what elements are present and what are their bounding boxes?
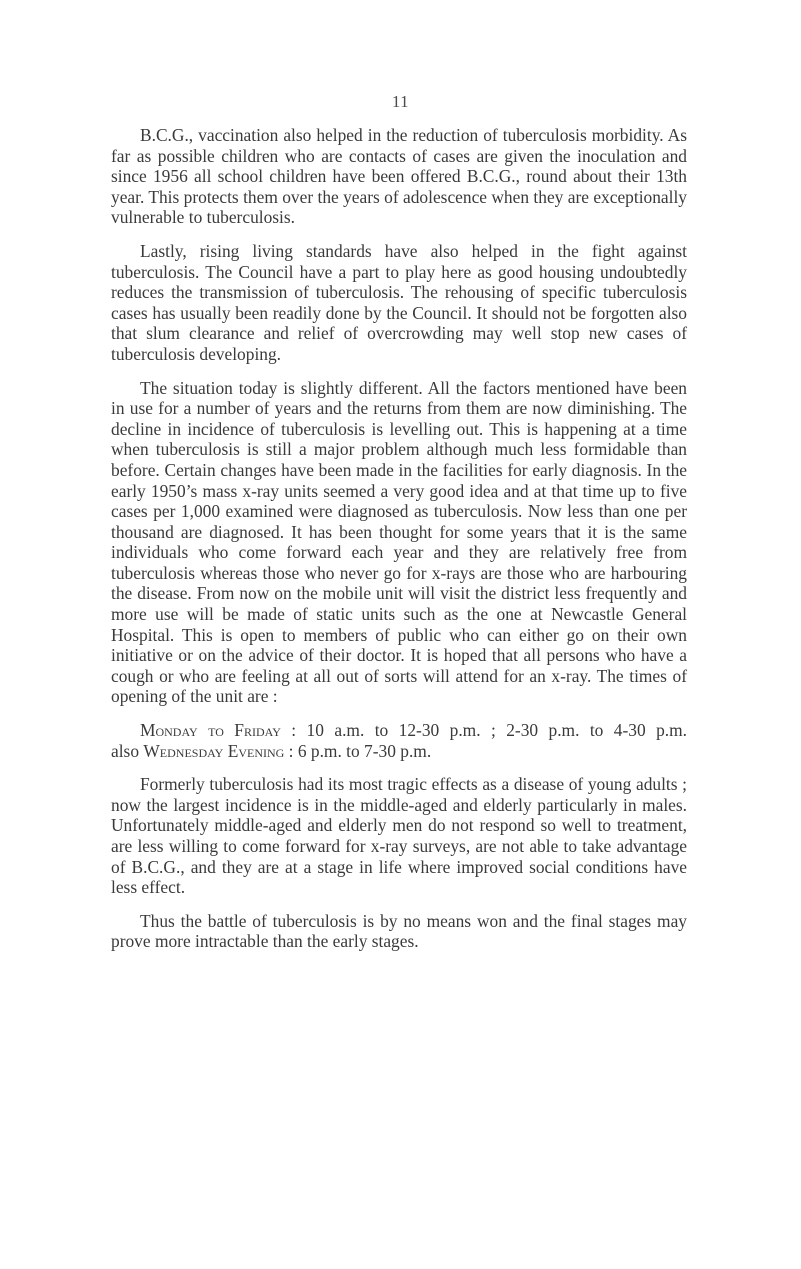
weekday-times: : 10 a.m. to 12-30 p.m. ; 2-30 p.m. to 4-30 p.m. — [291, 720, 687, 741]
evening-prefix: also — [111, 740, 140, 761]
body-text — [111, 125, 687, 965]
opening-times — [111, 720, 687, 761]
opening-times-evening — [111, 741, 687, 762]
paragraph-situation-today: The situation today is slightly different. All the factors mentioned have been in use for a number of years and the returns from them are now diminishing. The decline in incidence of tuberculosis is levelling out. This is happening at a time when tuberculosis is still a major problem although much less formidable than before. Certain changes have been made in the facilities for early diagnosis. In the early 1950’s mass x-ray units seemed a very good idea and at that time up to five cases per 1,000 examined were diagnosed as tuberculosis. Now less than one per thousand are diagnosed. It has been thought for some years that it is the same individuals who come forward each year and they are relatively free from tuberculosis whereas those who never go for x-rays are those who are harbouring the disease. From now on the mobile unit will visit the district less frequently and more use will be made of static units such as the one at Newcastle General Hospital. This is open to members of public who can either go on their own initiative or on the advice of their doctor. It is hoped that all persons who have a cough or who are feeling at all out of sorts will attend for an x-ray. The times of opening of the unit are : — [111, 377, 687, 707]
paragraph-formerly: Formerly tuberculosis had its most tragic effects as a disease of young adults ; now the largest incidence is in the middle-aged and elderly particularly in males. Unfortunately middle-aged and elderly men do not respond so well to treatment, are less willing to come forward for x-ray surveys, are not able to take advantage of B.C.G., and they are at a stage in life where improved social conditions have less effect. — [111, 774, 687, 898]
page-number: 11 — [391, 92, 410, 111]
evening-times: : 6 p.m. to 7-30 p.m. — [288, 740, 432, 761]
paragraph-conclusion: Thus the battle of tuberculosis is by no means won and the final stages may prove more intractable than the early stages. — [111, 910, 687, 952]
paragraph-bcg-vaccination: B.C.G., vaccination also helped in the reduction of tuberculosis morbidity. As far as possible children who are contacts of cases are given the inoculation and since 1956 all school children have been offered B.C.G., round about their 13th year. This protects them over the years of adolescence when they are exceptionally vulnerable to tuberculosis. — [111, 125, 687, 228]
opening-times-weekday — [111, 720, 687, 741]
paragraph-living-standards: Lastly, rising living standards have also helped in the fight against tuberculosis. The Council have a part to play here as good housing undoubtedly reduces the transmission of tuberculosis. The rehousing of specific tuberculosis cases has usually been readily done by the Council. It should not be forgotten also that slum clearance and relief of overcrowding may well stop new cases of tuberculosis developing. — [111, 240, 687, 364]
evening-label: Wednesday Evening — [143, 740, 285, 761]
weekday-label: Monday to Friday — [140, 720, 281, 741]
